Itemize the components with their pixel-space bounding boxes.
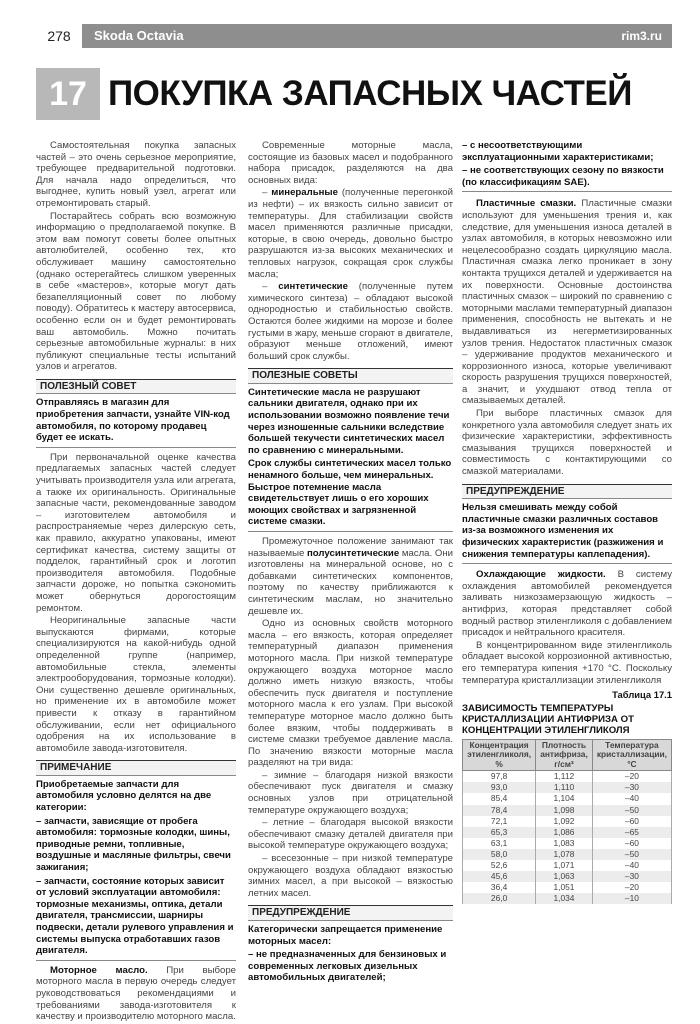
table-cell: 78,4 [463, 805, 536, 816]
table-cell: –60 [592, 816, 671, 827]
table-row [463, 882, 672, 893]
table-cell: –30 [592, 782, 671, 793]
table-cell: 1,104 [536, 793, 593, 804]
table-cell: 72,1 [463, 816, 536, 827]
table-cell: 63,1 [463, 838, 536, 849]
paragraph: При первоначальной оценке качества предлагаемых запасных частей следует учитывать производителя узла или агрегата, а также их оригинальность. Оригинальные запасные части, рекомендованные заводом – изготовителем автомобиля и распространяемые через дилерскую сеть, как правило, аккуратно упакованы, имеют сертификат качества, систему защиты от подделок, гарантийный срок и логотип производителя автомобиля. Подобные запчасти дороже, но попытка сэкономить может обернуться дорогостоящим ремонтом. [36, 451, 236, 614]
paragraph: Неоригинальные запасные части выпускаются фирмами, которые специализируются на какой-нибудь одной определенной группе (например, автомобильные стекла, элементы электрооборудования, тормозные колодки). Они существенно дешевле оригинальных, но применение их в автомобиле может привести к отказу в гарантийном обслуживании, если нет официального одобрения на их использование в автомобиле завода-изготовителя. [36, 615, 236, 754]
table-cell: 52,6 [463, 860, 536, 871]
paragraph: – минеральные (полученные перегонкой из нефти) – их вязкость сильно зависит от температуры. Для стабилизации свойств масел применяются различные присадки, которые, в свою очередь, довольно быстро разрушаются из-за высоких механических и тепловых нагрузок, сокращая срок службы масла; [248, 187, 453, 280]
table-row [463, 782, 672, 793]
tip-text: Отправляясь в магазин для приобретения запчасти, узнайте VIN-код автомобиля, по которому продавец будет ее искать. [36, 397, 230, 444]
book-title: Skoda Octavia [94, 28, 184, 43]
warning-text-continued: – с несоответствующими эксплуатационными характеристиками; – не соответствующих сезону по вязкости (по классификациям SAE). [462, 140, 664, 188]
table-cell: 1,086 [536, 827, 593, 838]
table-cell: 1,112 [536, 771, 593, 783]
table-cell: 58,0 [463, 849, 536, 860]
table-title: ЗАВИСИМОСТЬ ТЕМПЕРАТУРЫ КРИСТАЛЛИЗАЦИИ АНТИФРИЗА ОТ КОНЦЕНТРАЦИИ ЭТИЛЕНГЛИКОЛЯ [462, 702, 634, 736]
tips-text: Синтетические масла не разрушают сальники двигателя, однако при их использовании возможно появление течи через изношенные сальники вследствие большей текучести синтетических масел по сравнению с минеральными. Срок службы синтетических масел только ненамного больше, чем минеральных. Быстрое потемнение масла свидетельствует лишь о его хороших моющих свойствах и загрязненной системе смазки. [248, 386, 452, 528]
paragraph: При выборе пластичных смазок для конкретного узла автомобиля следует знать их физические характеристики, эффективность смазывания трущихся поверхностей и совместимость с контактирующими со смазкой материалами. [462, 408, 672, 478]
warning-header: ПРЕДУПРЕЖДЕНИЕ [248, 905, 453, 921]
table-row [463, 771, 672, 783]
paragraph: Моторное масло. При выборе моторного масла в первую очередь следует руководствоваться рекомендациями и требованиями завода-изготовителя к качеству и производителю моторного масла. [36, 964, 236, 1023]
warning-text: Категорически запрещается применение моторных масел: – не предназначенных для бензиновых и современных легковых дизельных автомобильных двигателей; [248, 924, 447, 984]
table-cell: –20 [592, 771, 671, 783]
paragraph: Постарайтесь собрать всю возможную информацию о предполагаемой покупке. В этом вам помогут советы более опытных автолюбителей, особенно тех, кто обслуживает машину самостоятельно (однако остерегайтесь слишком уверенных в себе «мастеров», которые могут дать безапелляционный совет по любому поводу). Обратитесь к мастеру автосервиса, особенно если он и будет ремонтировать ваш автомобиль. Можно почитать серьезные автомобильные журналы: в них публикуют специальные тесты испытаний узлов и агрегатов. [36, 210, 236, 373]
column-2 [248, 140, 453, 986]
table-cell: –65 [592, 827, 671, 838]
tips-header: ПОЛЕЗНЫЕ СОВЕТЫ [248, 368, 453, 384]
tip-header: ПОЛЕЗНЫЙ СОВЕТ [36, 379, 236, 395]
warning-text: Нельзя смешивать между собой пластичные смазки различных составов из-за возможного изменения их физических характеристик (разжижения и снижения температуры каплепадения). [462, 502, 664, 560]
table-cell: 1,051 [536, 882, 593, 893]
table-row [463, 827, 672, 838]
note-text: Приобретаемые запчасти для автомобиля условно делятся на две категории: – запчасти, зависящие от пробега автомобиля: тормозные колодки, шины, приводные ремни, топливные, воздушные и масляные фильтры, свечи зажигания; – запчасти, состояние которых зависит от условий эксплуатации автомобиля: тормозные механизмы, оптика, детали двигателя, трансмиссии, шарниры подвески, детали рулевого управления и системы выпуска отработавших газов двигателя. [36, 778, 234, 957]
table-row [463, 793, 672, 804]
table-cell: –40 [592, 793, 671, 804]
antifreeze-table [462, 739, 672, 905]
table-cell: 36,4 [463, 882, 536, 893]
paragraph: В концентрированном виде этиленгликоль обладает высокой коррозионной активностью, его температура кипения +170 °C. Поскольку температура кристаллизации этиленгликоля [462, 639, 672, 686]
site-name: rim3.ru [621, 29, 662, 43]
paragraph: – летние – благодаря высокой вязкости обеспечивают смазку деталей двигателя при высокой температуре окружающего воздуха; [248, 817, 453, 852]
paragraph: – зимние – благодаря низкой вязкости обеспечивают пуск двигателя и смазку основных узлов при отрицательной температуре окружающего воздуха; [248, 769, 453, 816]
table-row [463, 805, 672, 816]
table-cell: 65,3 [463, 827, 536, 838]
table-cell: 1,092 [536, 816, 593, 827]
table-cell: 26,0 [463, 893, 536, 904]
table-cell: 1,078 [536, 849, 593, 860]
table-row [463, 860, 672, 871]
term: Моторное масло. [50, 964, 148, 976]
table-cell: –10 [592, 893, 671, 904]
table-cell: –20 [592, 882, 671, 893]
table-cell: 1,110 [536, 782, 593, 793]
table-cell: 85,4 [463, 793, 536, 804]
chapter-title: ПОКУПКА ЗАПАСНЫХ ЧАСТЕЙ [108, 74, 632, 113]
paragraph: – синтетические (полученные путем химического синтеза) – обладают высокой однородностью и стабильностью свойств. Остаются более жидкими на морозе и более густыми в жару, меньше сгорают в двигателе, образуют меньше отложений, имеют больший срок службы. [248, 281, 453, 362]
paragraph: – всесезонные – при низкой температуре окружающего воздуха обладают вязкостью зимних масел, а при высокой – вязкостью летних масел. [248, 853, 453, 899]
table-header: Температура кристаллизации, °С [592, 739, 671, 771]
table-cell: 93,0 [463, 782, 536, 793]
table-cell: 1,071 [536, 860, 593, 871]
table-cell: –50 [592, 849, 671, 860]
paragraph: Охлаждающие жидкости. В систему охлаждения автомобилей рекомендуется заливать низкозамерзающую жидкость – антифриз, которая представляет собой водный раствор этиленгликоля с добавлением присадок и нейтрального красителя. [462, 569, 672, 639]
column-1 [36, 140, 236, 1024]
table-row [463, 816, 672, 827]
table-cell: 1,063 [536, 871, 593, 882]
table-cell: 1,098 [536, 805, 593, 816]
note-header: ПРИМЕЧАНИЕ [36, 760, 236, 776]
table-row [463, 871, 672, 882]
table-row [463, 849, 672, 860]
paragraph: Промежуточное положение занимают так называемые полусинтетические масла. Они изготовлены на минеральной основе, но с добавками синтетических компонентов, поэтому по качеству приближаются к синтетическим маслам, но значительно дешевле их. [248, 536, 453, 617]
paragraph: Самостоятельная покупка запасных частей – это очень серьезное мероприятие, требующее предварительной подготовки. Для начала надо определиться, что выгоднее, купить новый узел, агрегат или отремонтировать старый. [36, 140, 236, 209]
table-cell: –40 [592, 860, 671, 871]
table-row [463, 893, 672, 904]
table-cell: 1,083 [536, 838, 593, 849]
paragraph: Пластичные смазки. Пластичные смазки используют для уменьшения трения и, как следствие, для уменьшения износа деталей в узлах автомобиля, в которых невозможно или нецелесообразно создать циркуляцию масла. Пластичная смазка легко проникает в зону контакта трущихся деталей и удерживается на их поверхности. Основные достоинства пластичных смазок – широкий по сравнению с моторными маслами температурный диапазон применения, способность не вытекать и не выдавливаться из негерметизированных узлов трения. Недостаток пластичных смазок – удерживание продуктов механического и коррозионного износа, которые увеличивают скорость разрушения трущихся поверхностей, а значит, и ухудшают отвод тепла от смазываемых деталей. [462, 198, 672, 407]
paragraph: Современные моторные масла, состоящие из базовых масел и подобранного набора присадок, разделяются на два основных вида: [248, 140, 453, 186]
table-body [463, 771, 672, 905]
table-cell: 1,034 [536, 893, 593, 904]
table-header: Концентрация этиленгликоля, % [463, 739, 536, 771]
table-cell: 45,6 [463, 871, 536, 882]
table-cell: –50 [592, 805, 671, 816]
page-number: 278 [36, 24, 82, 48]
table-row [463, 838, 672, 849]
column-3 [462, 140, 672, 904]
table-cell: –60 [592, 838, 671, 849]
running-header [36, 24, 672, 48]
table-cell: 97,8 [463, 771, 536, 783]
warning-header: ПРЕДУПРЕЖДЕНИЕ [462, 484, 672, 500]
table-caption: Таблица 17.1 [612, 689, 672, 701]
paragraph: Одно из основных свойств моторного масла – его вязкость, которая определяет температурный диапазон применения моторного масла. При низкой температуре окружающего воздуха моторное масло должно иметь низкую вязкость, чтобы обеспечить пуск двигателя и поступление моторного масла к его узлам. При высокой температуре моторное масло должно быть более вязким, чтобы поддерживать в системе смазки требуемое давление масла. По значению вязкости моторные масла разделяют на три вида: [248, 618, 453, 769]
table-header: Плотность антифриза, г/см³ [536, 739, 593, 771]
chapter-number: 17 [36, 68, 100, 120]
table-cell: –30 [592, 871, 671, 882]
